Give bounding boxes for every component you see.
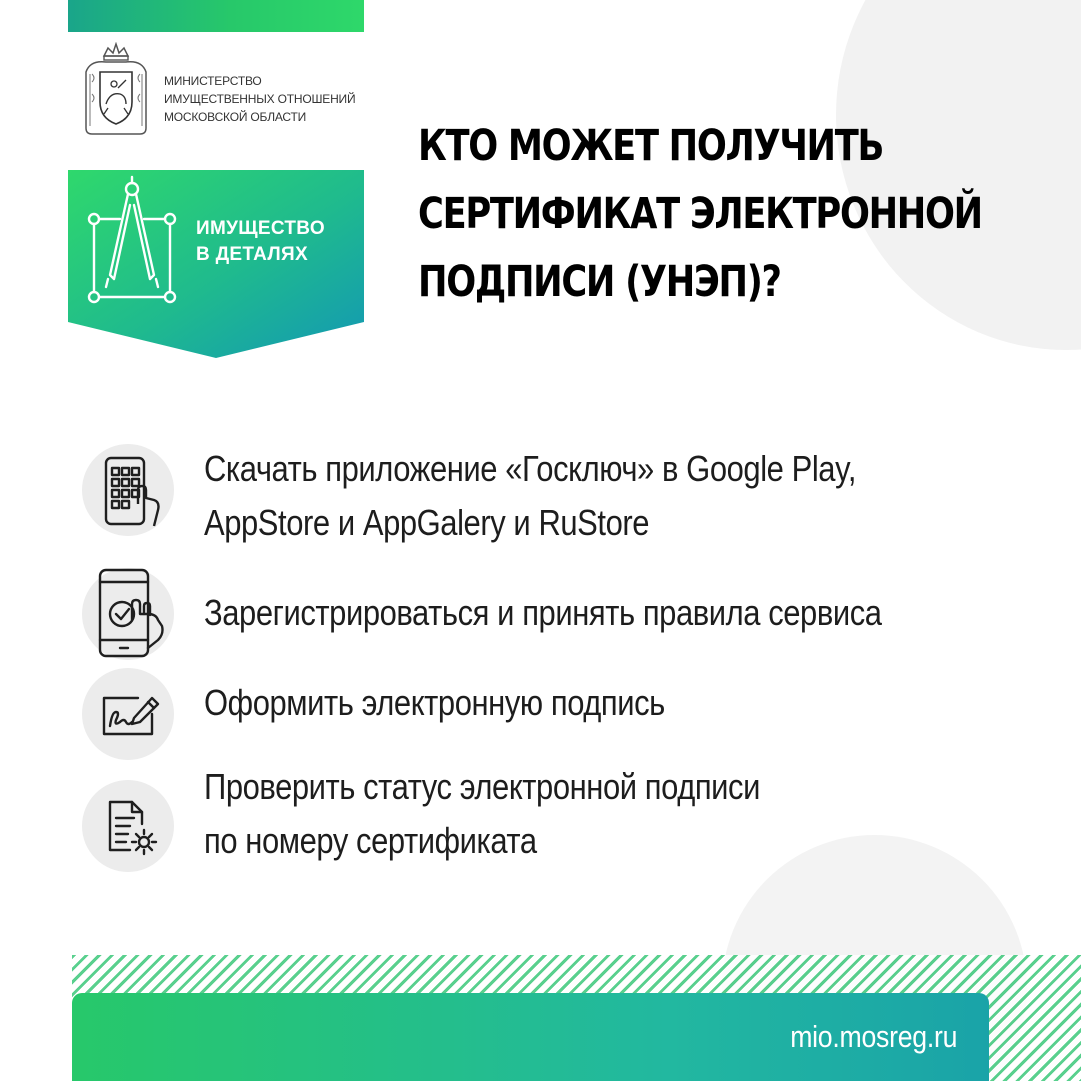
badge-label <box>196 216 325 268</box>
ministry-name-line-2: ИМУЩЕСТВЕННЫХ ОТНОШЕНИЙ <box>164 92 356 106</box>
title-line-3: ПОДПИСИ (УНЭП)? <box>418 257 781 307</box>
badge-label-line-2: В ДЕТАЛЯХ <box>196 244 308 265</box>
ministry-name-line-1: МИНИСТЕРСТВО <box>164 74 262 88</box>
step-text-line: Скачать приложение «Госключ» в Google Play, <box>204 448 856 489</box>
step-icon-circle <box>82 780 174 872</box>
title-line-2: СЕРТИФИКАТ ЭЛЕКТРОННОЙ <box>418 189 982 239</box>
document-settings-icon <box>82 780 174 872</box>
footer-website-link[interactable]: mio.mosreg.ru <box>789 1019 957 1054</box>
ministry-name <box>164 72 355 126</box>
ministry-logo <box>80 42 370 142</box>
step-text <box>204 760 760 868</box>
step-text-line: AppStore и AppGalery и RuStore <box>204 502 650 543</box>
step-text-line: Проверить статус электронной подписи <box>204 766 760 807</box>
smartphone-app-grid-icon <box>82 444 174 536</box>
title-line-1: КТО МОЖЕТ ПОЛУЧИТЬ <box>418 121 884 171</box>
step-icon-circle <box>82 568 174 660</box>
drafting-compass-icon <box>80 175 184 307</box>
badge-label-line-1: ИМУЩЕСТВО <box>196 218 325 239</box>
footer-bar <box>72 993 989 1081</box>
step-text <box>204 586 882 640</box>
top-gradient-strip <box>68 0 364 32</box>
step-text <box>204 676 665 730</box>
phone-tap-check-icon <box>82 568 174 660</box>
step-text-line: Зарегистрироваться и принять правила сервиса <box>204 592 882 633</box>
section-badge <box>68 170 364 360</box>
step-icon-circle <box>82 668 174 760</box>
page-title <box>418 112 1049 316</box>
ministry-name-line-3: МОСКОВСКОЙ ОБЛАСТИ <box>164 110 307 124</box>
step-text-line: Оформить электронную подпись <box>204 682 665 723</box>
crest-icon <box>80 42 152 140</box>
step-text-line: по номеру сертификата <box>204 820 537 861</box>
step-text <box>204 442 856 550</box>
signature-pen-icon <box>82 668 174 760</box>
step-icon-circle <box>82 444 174 536</box>
